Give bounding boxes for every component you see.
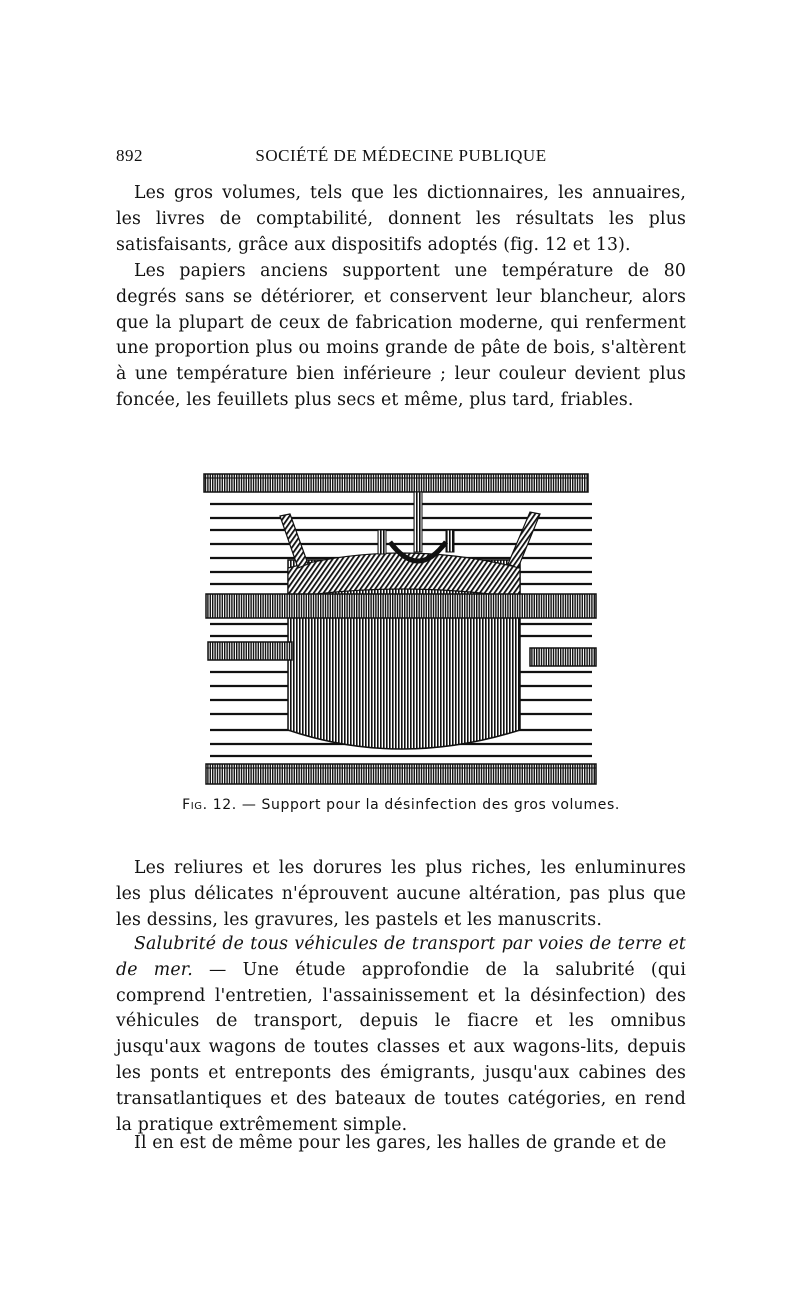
- paragraph-vehicle-salubrity: [116, 932, 686, 1138]
- paragraph-bindings: Les reliures et les dorures les plus riches, les enluminures les plus délicates n'éprouvent aucune altération, pas plus que les dessins, les gravures, les pastels et les manuscrits.: [116, 858, 686, 930]
- paragraph-stations: Il en est de même pour les gares, les halles de grande et de: [134, 1133, 667, 1153]
- page-number: 892: [116, 146, 143, 165]
- figure-12-caption: [116, 797, 686, 813]
- paragraph-vehicle-body: — Une étude approfondie de la salubrité (qui comprend l'entretien, l'assainissement et la désinfection) des véhicules de transport, depuis le fiacre et les omnibus jusqu'aux wagons de toutes classes et aux wagons-lits, depuis les ponts et entreponts des émigrants, jusqu'aux cabines des transatlantiques et des bateaux de toutes catégories, en rend la pratique extrêmement simple.: [116, 959, 686, 1135]
- running-header: [116, 146, 686, 170]
- figure-12-illustration: [200, 468, 602, 786]
- figure-caption-text: — Support pour la désinfection des gros volumes.: [236, 797, 620, 813]
- section-title-italic: Salubrité de tous véhicules de transport par voies de terre et de mer.: [116, 934, 686, 980]
- figure-label: Fig. 12.: [182, 797, 237, 813]
- paragraph-old-papers: Les papiers anciens supportent une température de 80 degrés sans se détériorer, et conservent leur blancheur, alors que la plupart de ceux de fabrication moderne, qui renferment une proportion plus ou moins grande de pâte de bois, s'altèrent à une température bien inférieure ; leur couleur devient plus foncée, les feuillets plus secs et même, plus tard, friables.: [116, 261, 686, 410]
- paragraph-large-volumes: Les gros volumes, tels que les dictionnaires, les annuaires, les livres de comptabilité, donnent les résultats les plus satisfaisants, grâce aux dispositifs adoptés (fig. 12 et 13).: [116, 183, 686, 255]
- running-title: SOCIÉTÉ DE MÉDECINE PUBLIQUE: [255, 146, 547, 165]
